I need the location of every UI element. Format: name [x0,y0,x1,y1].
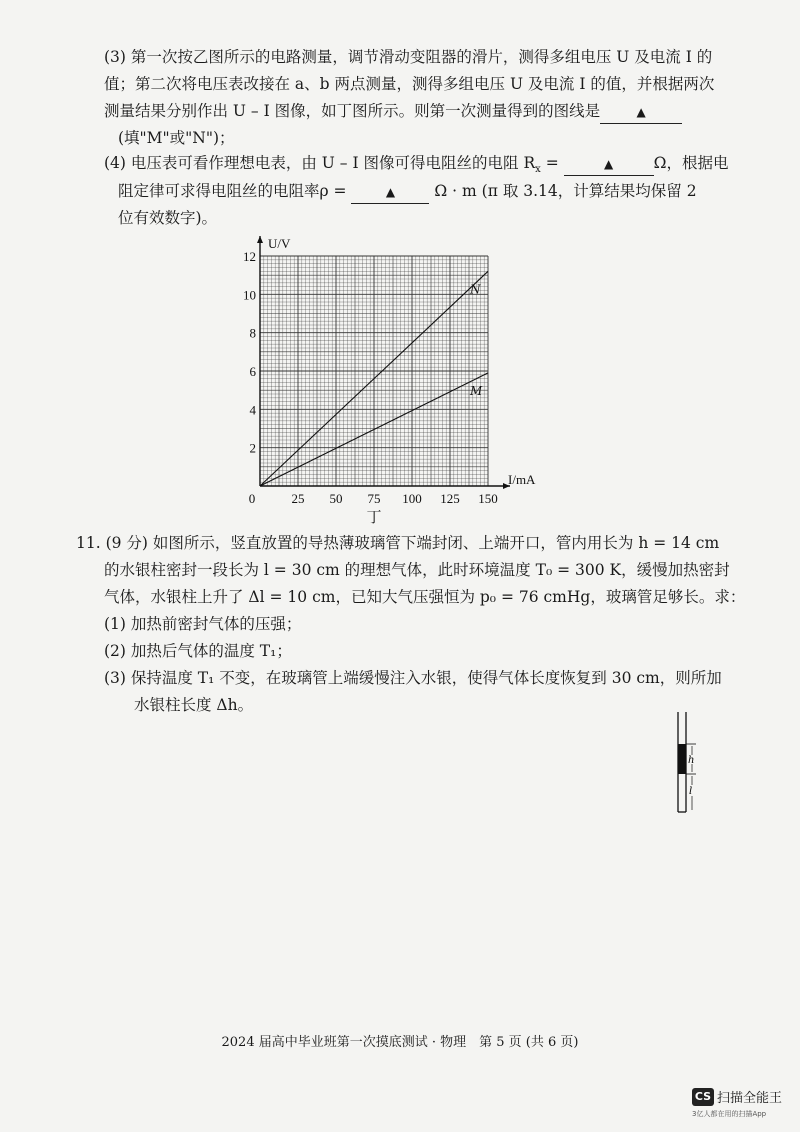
y-tick-label: 4 [249,402,256,418]
x-tick-label: 0 [248,491,256,506]
answer-blank-resistivity[interactable] [351,180,429,204]
q3-line-3-text: 测量结果分别作出 U – I 图像，如丁图所示。则第一次测量得到的图线是 [104,102,601,120]
answer-blank-q3[interactable] [600,100,682,124]
y-tick-label: 6 [249,364,256,379]
y-tick-label: 8 [249,325,256,341]
x-tick-label: 75 [367,491,381,506]
graph-grid [260,256,488,486]
x-tick-label: 50 [329,491,343,506]
blank-mark: ▲ [604,157,614,171]
cs-logo-icon: CS [692,1088,714,1106]
q4-line-1 [104,152,729,181]
scanner-app-name: 扫描全能王 [717,1091,783,1106]
x-tick-label: 100 [402,491,422,506]
y-tick-label: 2 [249,440,256,456]
q11-sub-1: (1) 加热前密封气体的压强； [104,615,302,633]
x-tick-label: 25 [291,491,305,506]
q4-line-2-tail: Ω · m (π 取 3.14，计算结果均保留 2 [434,182,697,200]
q11-sub-3-cont: 水银柱长度 Δh。 [134,696,254,714]
h-label: h [688,755,695,766]
l-label: l [689,786,693,797]
q4-line-1-tail: Ω，根据电 [653,154,729,172]
answer-blank-resistance[interactable] [564,152,654,176]
q11-line-1: 11. (9 分) 如图所示，竖直放置的导热薄玻璃管下端封闭、上端开口，管内用长为 h = 14 cm [76,534,720,552]
q11-sub-3: (3) 保持温度 T₁ 不变，在玻璃管上端缓慢注入水银，使得气体长度恢复到 30 cm，则所加 [104,669,722,687]
q4-equals: = [540,154,559,172]
y-axis-label: U/V [268,236,291,251]
x-tick-label: 150 [478,491,498,506]
y-axis-arrow-icon [257,236,263,243]
q3-line-1: (3) 第一次按乙图所示的电路测量，调节滑动变阻器的滑片，测得多组电压 U 及电流 I 的 [104,48,713,66]
subscript-x: x [535,164,541,176]
series-label-N: N [470,282,481,297]
q3-line-3 [104,100,682,124]
q3-line-4: (填"M"或"N")； [118,129,235,147]
q11-sub-2: (2) 加热后气体的温度 T₁； [104,642,292,660]
q4-line-2 [118,180,697,204]
graph-axes [257,236,510,489]
q4-line-3: 位有效数字)。 [118,209,218,227]
figure-caption: 丁 [366,508,382,526]
mercury-column [679,744,686,774]
q11-line-2: 的水银柱密封一段长为 l = 30 cm 的理想气体，此时环境温度 T₀ = 300 K，缓慢加热密封 [104,561,730,579]
scanner-watermark [692,1086,782,1106]
q4-line-1-text: (4) 电压表可看作理想电表，由 U – I 图像可得电阻丝的电阻 R [104,154,536,172]
blank-mark: ▲ [636,105,646,119]
series-label-M: M [470,383,483,398]
scanner-tagline: 3亿人都在用的扫描App [692,1110,767,1118]
page-footer: 2024 届高中毕业班第一次摸底测试 · 物理 第 5 页 (共 6 页) [221,1035,579,1050]
q4-line-2-text: 阻定律可求得电阻丝的电阻率ρ = [118,182,347,200]
y-tick-label: 10 [243,287,256,303]
x-tick-label: 125 [440,491,460,506]
glass-tube-diagram [672,712,712,820]
q11-line-3: 气体，水银柱上升了 Δl = 10 cm，已知大气压强恒为 p₀ = 76 cmHg，玻璃管足够长。求： [104,588,746,606]
graph-labels [243,236,536,526]
y-tick-label: 12 [243,249,256,264]
x-axis-label: I/mA [508,472,536,487]
ui-graph [232,228,562,528]
q3-line-2: 值；第二次将电压表改接在 a、b 两点测量，测得多组电压 U 及电流 I 的值，并根据两次 [104,75,715,93]
blank-mark: ▲ [385,185,396,199]
